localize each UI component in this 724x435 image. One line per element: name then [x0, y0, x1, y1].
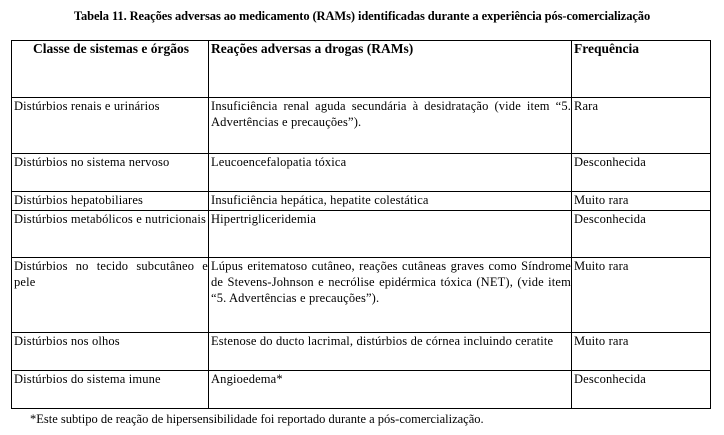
- table-row: [12, 192, 711, 211]
- cell-organ-class: Distúrbios no tecido subcutâneo e pele: [12, 258, 209, 333]
- cell-adverse-reaction: Estenose do ducto lacrimal, distúrbios de córnea incluindo ceratite: [209, 333, 572, 371]
- cell-adverse-reaction: Insuficiência hepática, hepatite colestática: [209, 192, 572, 211]
- cell-frequency: Muito rara: [572, 192, 711, 211]
- cell-frequency: Rara: [572, 98, 711, 154]
- adverse-reactions-table: [11, 40, 711, 409]
- cell-organ-class: Distúrbios nos olhos: [12, 333, 209, 371]
- cell-adverse-reaction: Insuficiência renal aguda secundária à desidratação (vide item “5. Advertências e precauções”).: [209, 98, 572, 154]
- table-row: [12, 154, 711, 192]
- cell-organ-class: Distúrbios hepatobiliares: [12, 192, 209, 211]
- cell-adverse-reaction: Leucoencefalopatia tóxica: [209, 154, 572, 192]
- table-row: [12, 98, 711, 154]
- cell-organ-class: Distúrbios renais e urinários: [12, 98, 209, 154]
- header-adverse-reactions: Reações adversas a drogas (RAMs): [209, 41, 572, 98]
- header-organ-class: Classe de sistemas e órgãos: [12, 41, 209, 98]
- table-caption: Tabela 11. Reações adversas ao medicamento (RAMs) identificadas durante a experiência pós-comercialização: [73, 9, 651, 23]
- header-frequency: Frequência: [572, 41, 711, 98]
- table-footnote: *Este subtipo de reação de hipersensibilidade foi reportado durante a pós-comercialização.: [30, 412, 484, 426]
- table-row: [12, 258, 711, 333]
- cell-adverse-reaction: Angioedema*: [209, 371, 572, 409]
- table-row: [12, 211, 711, 258]
- cell-frequency: Muito rara: [572, 333, 711, 371]
- cell-frequency: Desconhecida: [572, 154, 711, 192]
- cell-organ-class: Distúrbios do sistema imune: [12, 371, 209, 409]
- cell-frequency: Desconhecida: [572, 371, 711, 409]
- cell-adverse-reaction: Hipertrigliceridemia: [209, 211, 572, 258]
- cell-organ-class: Distúrbios no sistema nervoso: [12, 154, 209, 192]
- cell-organ-class: Distúrbios metabólicos e nutricionais: [12, 211, 209, 258]
- table-row: [12, 333, 711, 371]
- table-row: [12, 371, 711, 409]
- cell-frequency: Desconhecida: [572, 211, 711, 258]
- cell-frequency: Muito rara: [572, 258, 711, 333]
- table-header-row: [12, 41, 711, 98]
- cell-adverse-reaction: Lúpus eritematoso cutâneo, reações cutâneas graves como Síndrome de Stevens-Johnson e necrólise epidérmica tóxica (NET), (vide item “5. Advertências e precauções”).: [209, 258, 572, 333]
